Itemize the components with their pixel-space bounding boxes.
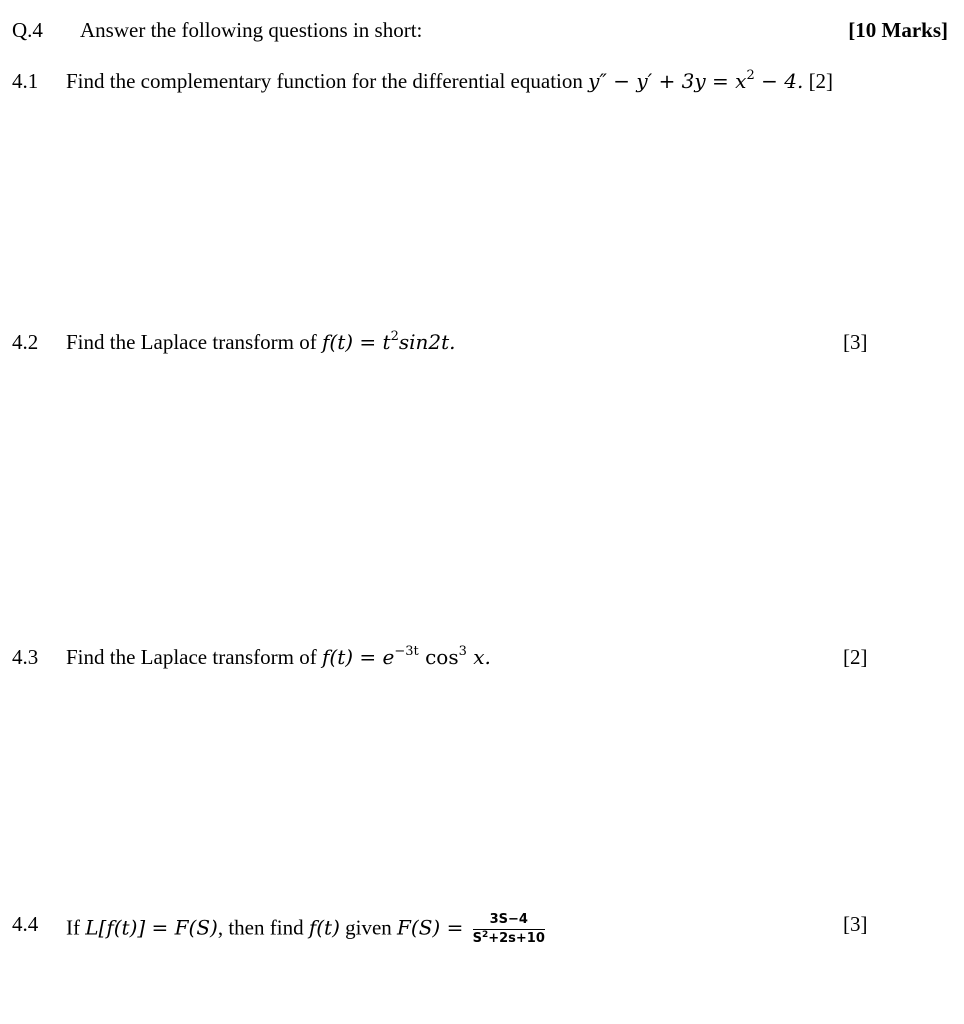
- question-4-4-marks: [3]: [843, 912, 868, 936]
- question-4-2-text: [66, 330, 456, 355]
- question-4-2-number: 4.2: [12, 330, 39, 354]
- question-4-4-given: given: [345, 915, 392, 940]
- question-4-3: [0, 645, 964, 675]
- function-expression: $f(t) = t^2\sin 2t$.: [322, 329, 456, 354]
- function-expression: $f(t) = e^{-3t}$ $\cos^3 x$.: [322, 644, 491, 669]
- question-4-2: [0, 330, 964, 360]
- question-4-2-marks: [3]: [843, 330, 868, 354]
- fraction-numerator: 3S−4: [473, 912, 545, 930]
- question-4-1-number: 4.1: [12, 69, 39, 93]
- question-number: Q.4: [12, 18, 43, 42]
- question-4-3-number: 4.3: [12, 645, 39, 669]
- denominator-variable: S: [472, 931, 482, 946]
- question-4-3-marks: [2]: [843, 645, 868, 669]
- differential-equation: $y'' - y' + 3y = x^2 - 4$.: [588, 68, 804, 93]
- question-header: [0, 18, 964, 48]
- question-title: Answer the following questions in short:: [80, 18, 423, 42]
- question-4-2-prompt: Find the Laplace transform of: [66, 330, 317, 354]
- fraction-denominator: $S^2+2s+10$: [472, 930, 545, 946]
- laplace-relation: L[f(t)] = F(S): [85, 915, 218, 940]
- question-4-1: [0, 69, 964, 99]
- denominator-rest: +2s+10: [488, 931, 545, 946]
- question-4-1-prompt: Find the complementary function for the differential equation: [66, 69, 583, 93]
- question-4-4-number: 4.4: [12, 912, 39, 936]
- question-4-1-text: [66, 69, 833, 94]
- unknown-function: f(t): [308, 915, 340, 940]
- question-4-4: [0, 912, 964, 946]
- question-4-4-then: , then find: [217, 915, 304, 940]
- transform-fraction: [473, 912, 545, 947]
- given-transform: F(S) =: [397, 915, 464, 940]
- total-marks: [10 Marks]: [848, 18, 948, 42]
- question-4-4-text: [66, 912, 545, 947]
- question-4-3-prompt: Find the Laplace transform of: [66, 645, 317, 669]
- question-4-3-text: [66, 645, 491, 670]
- question-4-4-if: If: [66, 915, 80, 940]
- question-4-1-marks: [2]: [808, 69, 834, 93]
